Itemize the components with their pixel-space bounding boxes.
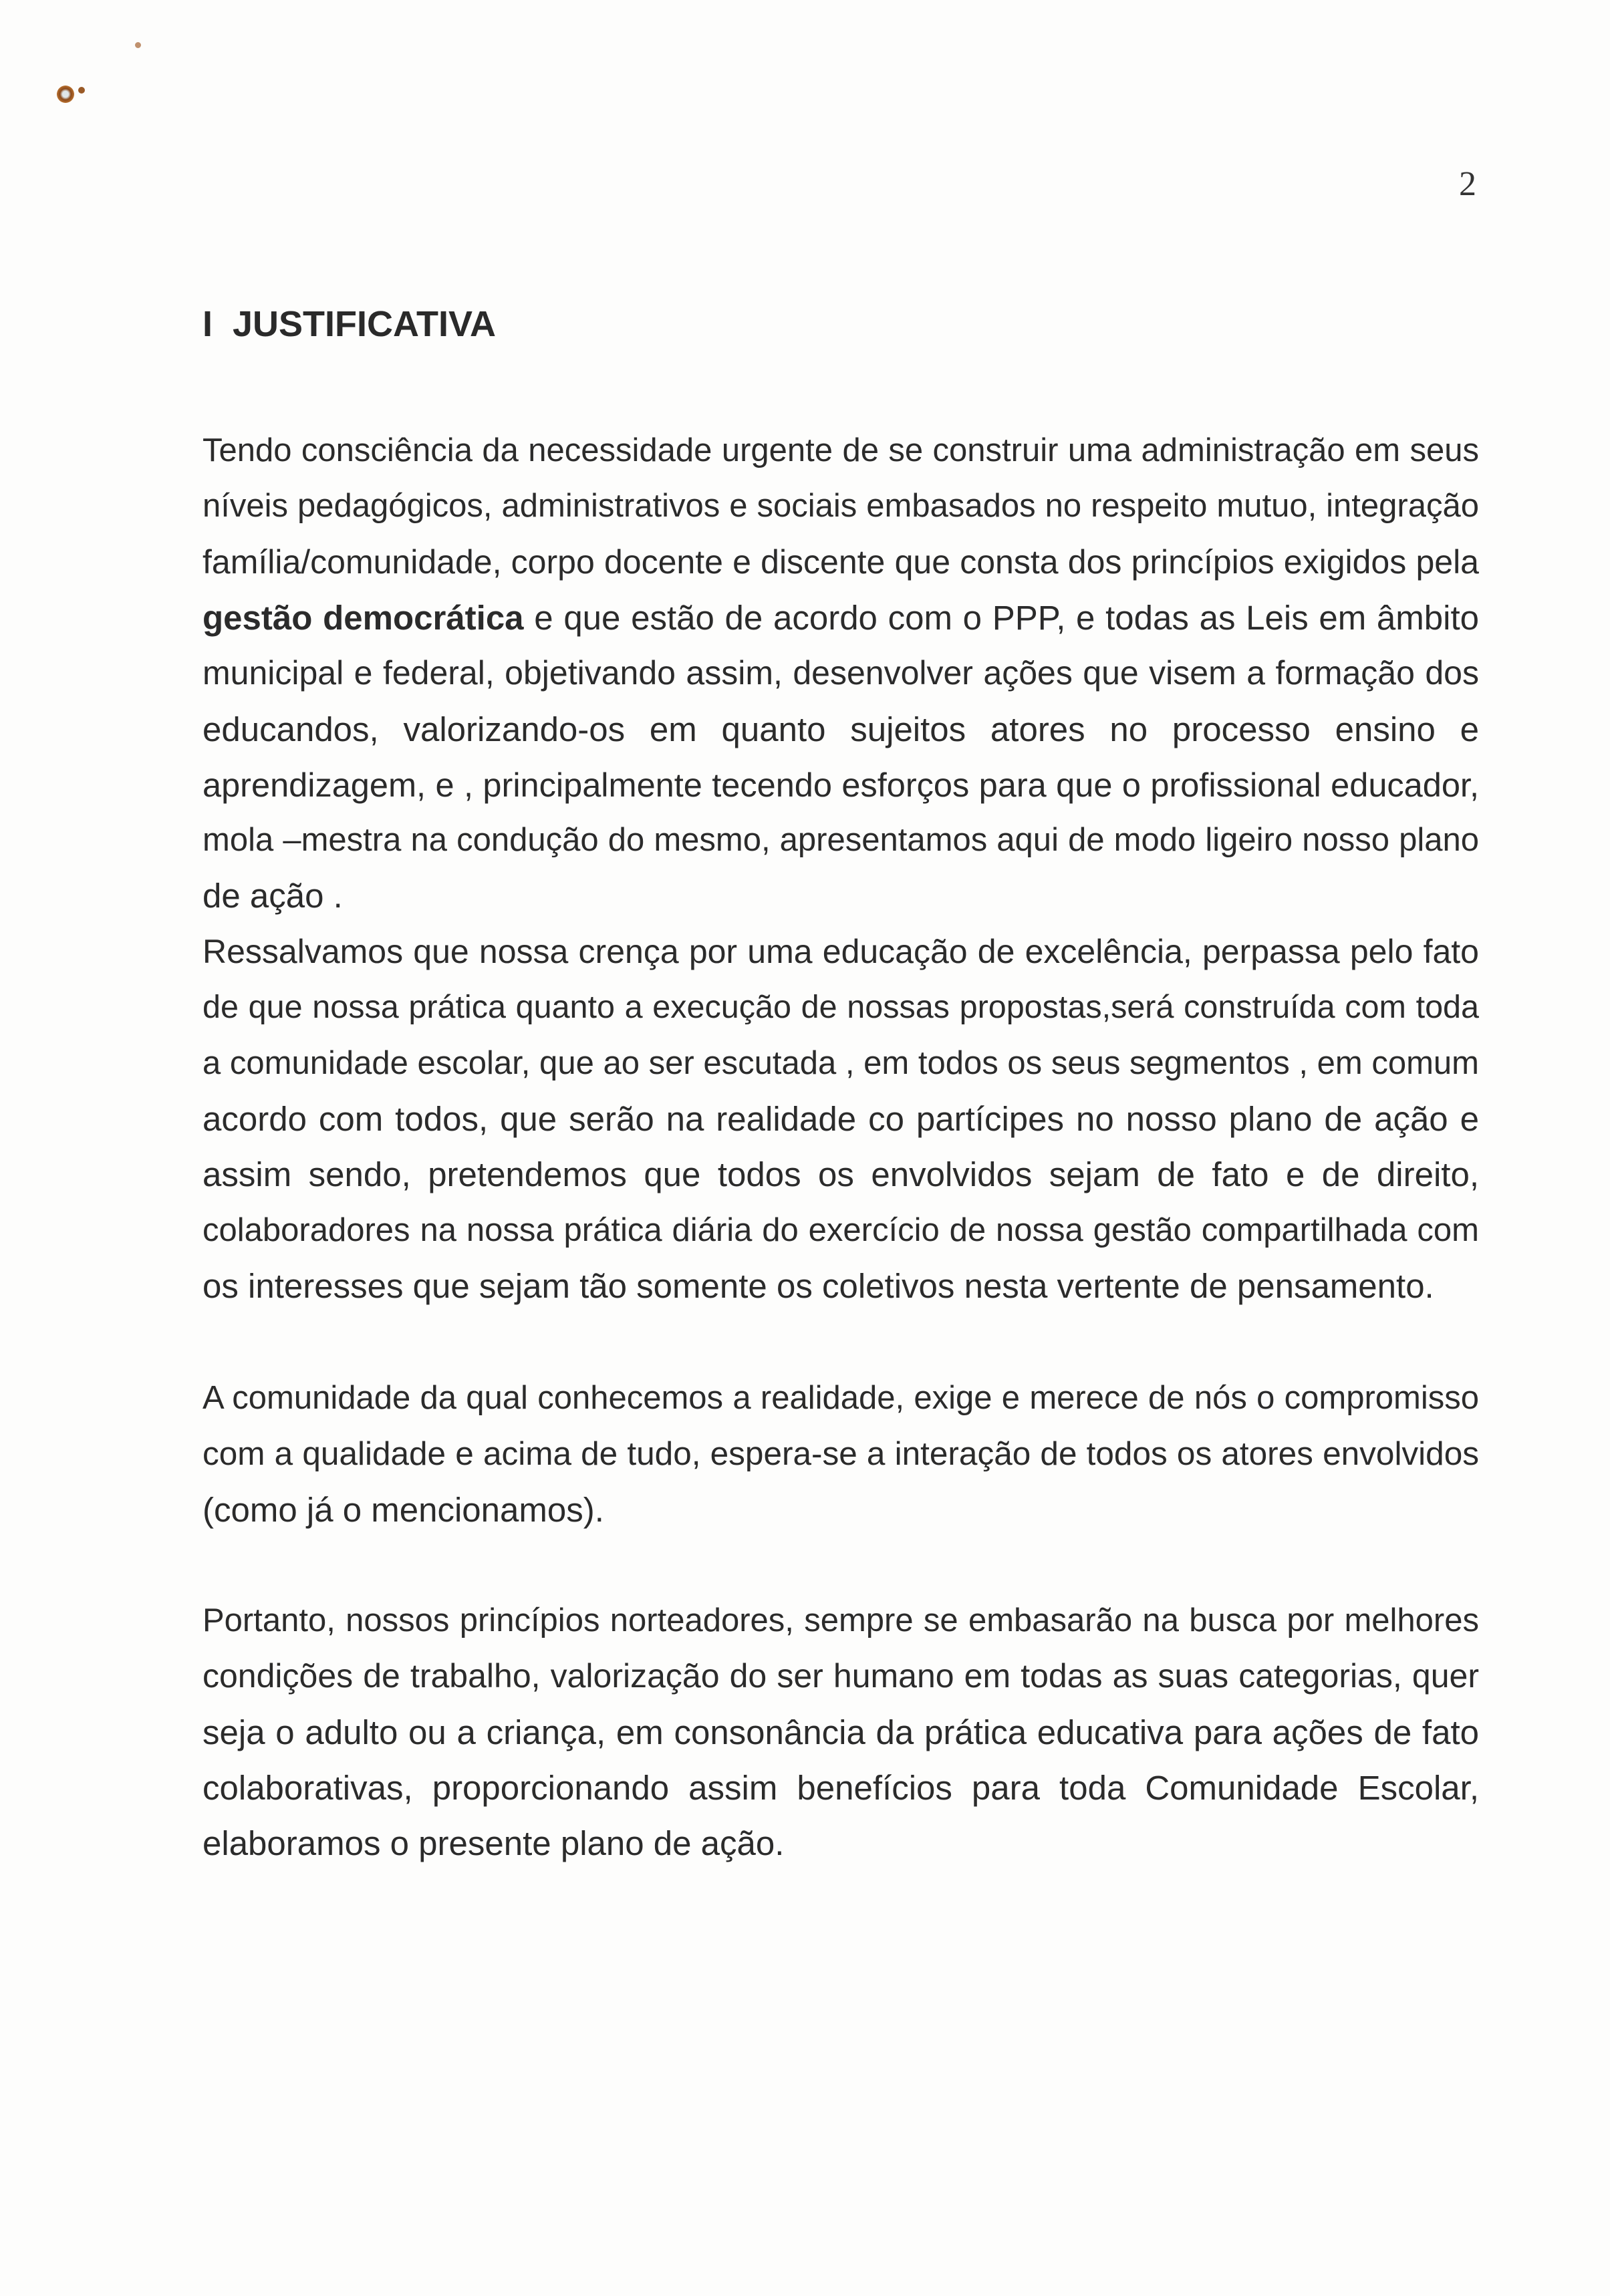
text-line: (como já o mencionamos).: [203, 1490, 604, 1529]
text-line: municipal e federal, objetivando assim, desenvolver ações que visem a formação dos: [203, 654, 1479, 692]
page-number: 2: [1459, 165, 1476, 203]
text-line: A comunidade da qual conhecemos a realidade, exige e merece de nós o compromisso: [203, 1380, 1479, 1416]
line-rest: e que estão de acordo com o PPP, e todas as Leis em âmbito: [523, 598, 1480, 637]
text-line: acordo com todos, que serão na realidade co partícipes no nosso plano de ação e: [203, 1099, 1479, 1138]
rust-stain-mark: [57, 86, 74, 103]
text-line: família/comunidade, corpo docente e discente que consta dos princípios exigidos pela: [203, 543, 1479, 581]
text-line: seja o adulto ou a criança, em consonância da prática educativa para ações de fato: [203, 1713, 1479, 1751]
rust-stain-mark-small: [78, 87, 85, 94]
text-line: Tendo consciência da necessidade urgente de se construir uma administração em seus: [203, 432, 1479, 468]
text-line: colaboradores na nossa prática diária do exercício de nossa gestão compartilhada com: [203, 1211, 1479, 1248]
text-line: [203, 598, 1480, 637]
text-line: de que nossa prática quanto a execução de nossas propostas,será construída com toda: [203, 989, 1479, 1026]
text-line: aprendizagem, e , principalmente tecendo esforços para que o profissional educador,: [203, 765, 1479, 804]
section-heading: I JUSTIFICATIVA: [203, 304, 497, 344]
text-line: condições de trabalho, valorização do ser humano em todas as suas categorias, quer: [203, 1657, 1479, 1695]
text-line: com a qualidade e acima de tudo, espera-se a interação de todos os atores envolvidos: [203, 1435, 1479, 1473]
text-line: a comunidade escolar, que ao ser escutada , em todos os seus segmentos , em comum: [203, 1044, 1479, 1081]
text-line: os interesses que sejam tão somente os coletivos nesta vertente de pensamento.: [203, 1266, 1434, 1305]
text-line: Ressalvamos que nossa crença por uma educação de excelência, perpassa pelo fato: [203, 933, 1479, 970]
text-line: assim sendo, pretendemos que todos os envolvidos sejam de fato e de direito,: [203, 1155, 1479, 1194]
rust-stain-speck: [135, 42, 141, 48]
text-line: colaborativas, proporcionando assim benefícios para toda Comunidade Escolar,: [203, 1768, 1479, 1807]
text-line: elaboramos o presente plano de ação.: [203, 1824, 785, 1863]
text-line: níveis pedagógicos, administrativos e sociais embasados no respeito mutuo, integração: [203, 488, 1479, 525]
text-line: de ação .: [203, 877, 343, 915]
bold-term: gestão democrática: [203, 598, 524, 637]
text-line: mola –mestra na condução do mesmo, apresentamos aqui de modo ligeiro nosso plano: [203, 822, 1479, 859]
text-line: educandos, valorizando-os em quanto sujeitos atores no processo ensino e: [203, 710, 1479, 748]
text-line: Portanto, nossos princípios norteadores, sempre se embasarão na busca por melhores: [203, 1602, 1479, 1638]
